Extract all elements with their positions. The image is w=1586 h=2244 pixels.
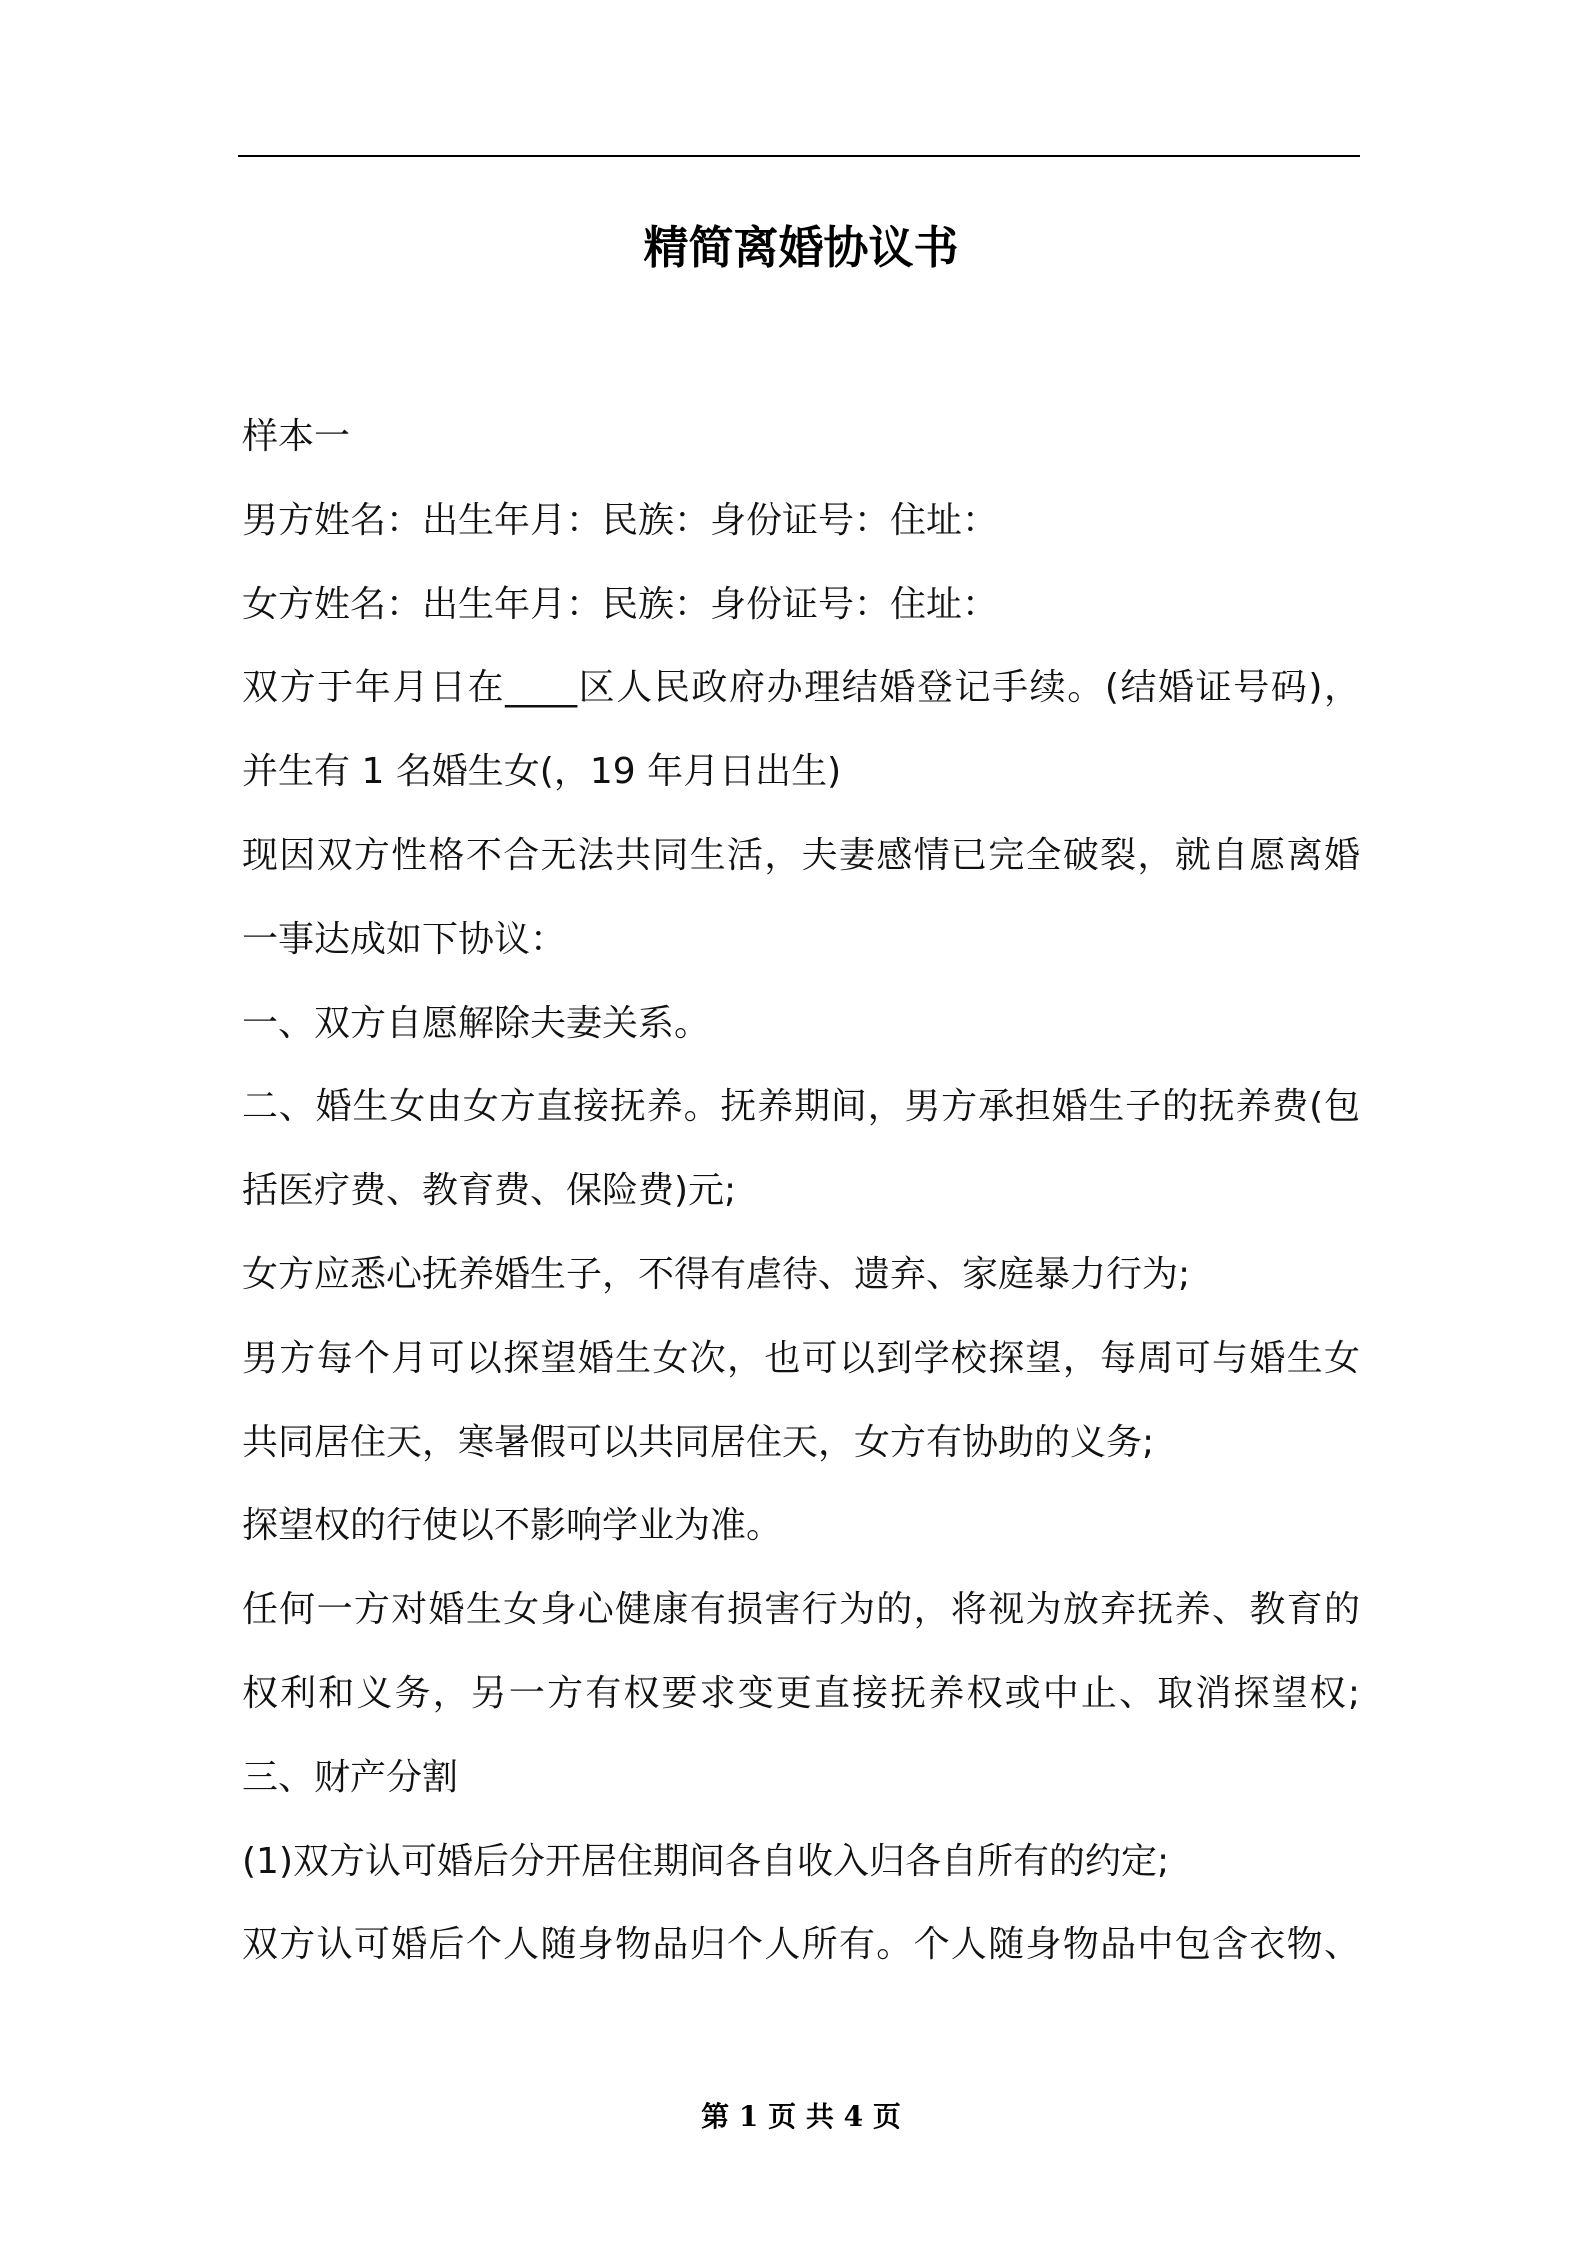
clause-two-line: 二、婚生女由女方直接抚养。抚养期间，男方承担婚生子的抚养费(包: [242, 1086, 1360, 1128]
child-info-line: 并生有 1 名婚生女(，19 年月日出生): [242, 751, 842, 793]
document-title: 精简离婚协议书: [643, 221, 959, 274]
page-footer: 第 1 页 共 4 页: [701, 2100, 901, 2133]
wife-info-line: 女方姓名：出生年月：民族：身份证号：住址：: [242, 583, 999, 625]
sample-label: 样本一: [242, 416, 351, 457]
harm-clause-line: 任何一方对婚生女身心健康有损害行为的，将视为放弃抚养、教育的: [242, 1589, 1360, 1631]
visitation-continued-line: 共同居住天，寒暑假可以共同居住天，女方有协助的义务;: [242, 1421, 1155, 1463]
marriage-registration-line: 双方于年月日在____区人民政府办理结婚登记手续。(结婚证号码)，: [242, 667, 1360, 709]
clause-two-continued-line: 括医疗费、教育费、保险费)元;: [242, 1170, 737, 1212]
agreement-intro-line: 一事达成如下协议：: [242, 918, 567, 960]
custody-duty-line: 女方应悉心抚养婚生子，不得有虐待、遗弃、家庭暴力行为;: [242, 1253, 1191, 1295]
visitation-condition-line: 探望权的行使以不影响学业为准。: [242, 1505, 783, 1547]
harm-clause-continued-line: 权利和义务，另一方有权要求变更直接抚养权或中止、取消探望权;: [242, 1672, 1360, 1714]
visitation-line: 男方每个月可以探望婚生女次，也可以到学校探望，每周可与婚生女: [242, 1337, 1360, 1379]
husband-info-line: 男方姓名：出生年月：民族：身份证号：住址：: [242, 499, 999, 541]
document-body: [242, 395, 1360, 1987]
clause-three-heading: 三、财产分割: [242, 1756, 459, 1798]
personal-belongings-line: 双方认可婚后个人随身物品归个人所有。个人随身物品中包含衣物、: [242, 1924, 1360, 1966]
divorce-reason-line: 现因双方性格不合无法共同生活，夫妻感情已完全破裂，就自愿离婚: [242, 834, 1360, 876]
property-item-one-line: (1)双方认可婚后分开居住期间各自收入归各自所有的约定;: [242, 1840, 1170, 1882]
header-rule: [238, 155, 1360, 157]
clause-one-line: 一、双方自愿解除夫妻关系。: [242, 1002, 711, 1044]
